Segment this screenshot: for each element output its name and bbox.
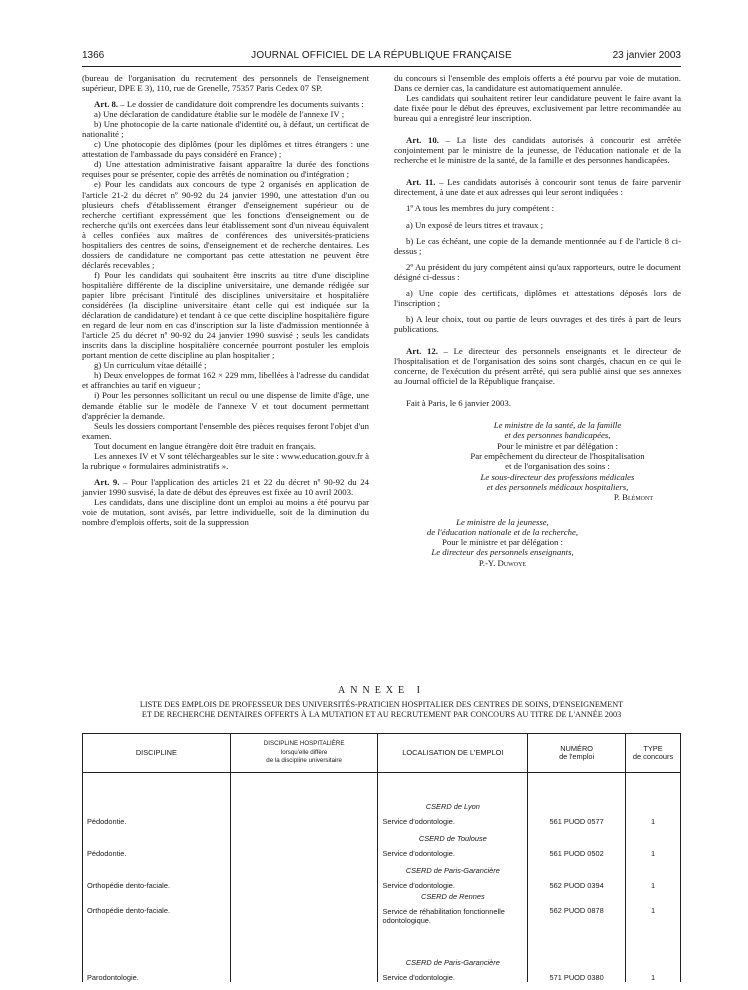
cell-type: 1 [626, 773, 681, 826]
article-label: Art. 8. [94, 99, 119, 110]
article-text: – Le dossier de candidature doit comprendre les documents suivants : [118, 99, 364, 110]
journal-title: JOURNAL OFFICIEL DE LA RÉPUBLIQUE FRANÇAISE [251, 50, 512, 61]
paragraph: a) Une déclaration de candidature établie sur le modèle de l'annexe IV ; [94, 109, 345, 120]
column-header-discipline: DISCIPLINE [83, 734, 231, 773]
cell-discipline: Orthopédie dento-faciale. [83, 890, 231, 930]
cell-hospital-discipline [230, 826, 378, 858]
cell-hospital-discipline [230, 930, 378, 982]
signatory-name: P. Blémont [613, 492, 653, 503]
signature-block-education [394, 517, 611, 568]
paragraph: Les candidats, dans une discipline dont un emploi au moins a été pourvu par voie de mutation, sont avisés, par lettre individuelle, soit de la diminution du nombre d'emplois offerts, soit de la suppression [82, 496, 369, 528]
service-name: Service d'odontologie. [382, 880, 455, 890]
page-header [82, 50, 681, 66]
paragraph: c) Une photocopie des diplômes (pour les diplômes et titres étrangers : une attestation de l'ambassade du pays considéré en France) ; [82, 139, 369, 160]
header-line: de la discipline universitaire [266, 757, 342, 765]
signature-line: Pour le ministre et par délégation : [496, 440, 618, 451]
annex-subtitle-line: LISTE DES EMPLOIS DE PROFESSEUR DES UNIVERSITÉS-PRATICIEN HOSPITALIER DES CENTRES DE SOINS, D'ENSEIGNEMENT [139, 700, 624, 709]
cell-localisation [378, 858, 528, 890]
paragraph: (bureau de l'organisation du recrutement des personnels de l'enseignement supérieur, DPE E 3), 110, rue de Grenelle, 75357 Paris Cedex 07 SP. [82, 73, 369, 94]
cell-hospital-discipline [230, 858, 378, 890]
service-name: Service d'odontologie. [382, 816, 455, 826]
paragraph: Les annexes IV et V sont téléchargeables sur le site : www.education.gouv.fr à la rubrique « formulaires administratifs ». [82, 450, 369, 471]
header-rule [82, 66, 681, 67]
service-name: Service d'odontologie. [382, 972, 455, 982]
paragraph: i) Pour les personnes sollicitant un recul ou une dispense de limite d'âge, une demande établie sur le modèle de l'annexe V et tout document permettant d'apprécier la demande. [82, 390, 369, 421]
cell-type: 1 [626, 858, 681, 890]
paragraph: h) Deux enveloppes de format 162 × 229 mm, libellées à l'adresse du candidat et affranchies au tarif en vigueur ; [82, 370, 369, 391]
annex-table [82, 733, 681, 982]
table-header-row [83, 734, 681, 773]
header-line: de concours [632, 752, 674, 761]
article-8 [82, 99, 369, 109]
cell-type: 1 [626, 890, 681, 930]
cell-numero: 561 PUOD 0577 [528, 773, 626, 826]
service-name: Service de réhabilitation fonctionnelle odontologique. [382, 906, 505, 925]
cell-hospital-discipline [230, 773, 378, 826]
column-header-numero [528, 734, 626, 773]
table-row [83, 858, 681, 890]
article-label: Art. 11. [406, 177, 436, 188]
paragraph: e) Pour les candidats aux concours de type 2 organisés en application de l'article 21-2 du décret nº 90-92 du 24 janvier 1990, une attestation d'un ou plusieurs chefs d'établissement étranger d'enseignement supérieur ou de recherche certifiant expressément que les fonctions d'enseignement ou de recherche qu'ils ont exercées dans leur établissement sont d'un niveau équivalent à celles confiées aux maîtres de conférences des universités-praticiens hospitaliers des centres de soins, d'enseignement et de recherche dentaires. Les dossiers de candidature ne comportant pas cette attestation ne peuvent être déclarés recevables ; [82, 179, 369, 270]
cell-hospital-discipline [230, 890, 378, 930]
cell-numero: 561 PUOD 0502 [528, 826, 626, 858]
paragraph: a) Un exposé de leurs titres et travaux ; [406, 219, 544, 230]
cell-numero: 562 PUOD 0394 [528, 858, 626, 890]
paragraph: Tout document en langue étrangère doit être traduit en français. [94, 440, 316, 451]
header-line: NUMÉRO [560, 743, 594, 753]
centre-name: CSERD de Rennes [420, 891, 485, 901]
paragraph: g) Un curriculum vitae détaillé ; [94, 360, 207, 371]
paragraph: du concours si l'ensemble des emplois offerts a été pourvu par voie de mutation. Dans ce dernier cas, la candidature est automatiquement annulée. [394, 73, 681, 94]
annex-subtitle-line: ET DE RECHERCHE DENTAIRES OFFERTS À LA MUTATION ET AU RECRUTEMENT PAR CONCOURS AU TITRE DE L'ANNÉE 2003 [141, 710, 622, 719]
column-header-hospital-discipline [230, 734, 378, 773]
paragraph: b) Le cas échéant, une copie de la demande mentionnée au f de l'article 8 ci-dessus ; [394, 235, 681, 256]
annex-title: ANNEXE I [338, 685, 425, 696]
article-label: Art. 9. [94, 476, 120, 487]
column-header-type [626, 734, 681, 773]
paragraph: Seuls les dossiers comportant l'ensemble des pièces requises feront l'objet d'un examen. [82, 420, 369, 441]
article-12 [394, 346, 681, 386]
paragraph: 1º A tous les membres du jury compétent : [406, 203, 555, 214]
article-label: Art. 10. [406, 135, 439, 146]
table-row [83, 826, 681, 858]
cell-discipline: Pédodontie. [83, 773, 231, 826]
paragraph: f) Pour les candidats qui souhaitent être inscrits au titre d'une discipline hospitalière différente de la discipline universitaire, une demande rédigée sur papier libre précisant l'intitulé des disciplines universitaire et hospitalière considérées (la discipline universitaire étant celle qui est indiquée sur la déclaration de candidature) et tendant à ce que cette discipline hospitalière figure en regard de leur nom en cas d'inscription sur la liste d'admission mentionnée à l'article 25 du décret nº 90-92 du 24 janvier 1990 susvisé ; seuls les candidats inscrits dans la discipline hospitalière concernée pourront postuler les emplois portant mention de cette discipline au plan hospitalier ; [82, 269, 369, 361]
cell-localisation [378, 773, 528, 826]
cell-type: 1 [626, 930, 681, 982]
cell-localisation [378, 826, 528, 858]
paragraph: a) Une copie des certificats, diplômes et attestations déposés lors de l'inscription ; [394, 287, 681, 308]
paragraph: d) Une attestation administrative faisant apparaître la durée des fonctions requises pour se présenter, copie des arrêtés de nomination ou d'intégration ; [82, 159, 369, 180]
centre-name: CSERD de Paris-Garancière [405, 865, 500, 875]
page-number: 1366 [82, 50, 105, 61]
table-row [83, 773, 681, 826]
header-line: TYPE [643, 743, 663, 753]
centre-name: CSERD de Paris-Garancière [405, 957, 500, 967]
signature-line: Pour le ministre et par délégation : [441, 537, 563, 548]
signature-line: Le ministre de la santé, de la famille [493, 420, 622, 431]
cell-discipline: Orthopédie dento-faciale. [83, 858, 231, 890]
signature-line: et des personnes handicapées, [504, 430, 611, 441]
article-10 [394, 135, 681, 165]
paragraph: b) Une photocopie de la carte nationale d'identité ou, à défaut, un certificat de nationalité ; [82, 119, 369, 140]
cell-numero: 571 PUOD 0380 [528, 930, 626, 982]
column-header-localisation: LOCALISATION DE L'EMPLOI [378, 734, 528, 773]
signature-line: Le directeur des personnels enseignants, [431, 547, 574, 558]
left-column [82, 73, 369, 527]
signature-line: et des personnels médicaux hospitaliers, [486, 481, 629, 492]
table-row [83, 890, 681, 930]
cell-discipline: Pédodontie. [83, 826, 231, 858]
done-at: Fait à Paris, le 6 janvier 2003. [406, 398, 511, 409]
annex-subtitle [95, 700, 668, 720]
centre-name: CSERD de Lyon [425, 801, 480, 811]
article-text: – La liste des candidats autorisés à concourir est arrêtée conjointement par le ministre de la jeunesse, de l'éducation nationale et de la recherche et le ministre de la santé, de la famille et des personnes handicapées. [394, 135, 681, 166]
signature-line: Le sous-directeur des professions médicales [480, 471, 635, 482]
signature-line: Le ministre de la jeunesse, [456, 516, 549, 527]
issue-date: 23 janvier 2003 [612, 50, 681, 61]
article-11 [394, 177, 681, 197]
paragraph: 2º Au président du jury compétent ainsi qu'aux rapporteurs, outre le document désigné ci-dessus : [394, 261, 681, 282]
cell-discipline: Parodontologie. [83, 930, 231, 982]
article-text: – Pour l'application des articles 21 et 22 du décret nº 90-92 du 24 janvier 1990 susvisé, la date de début des épreuves est fixée au 10 avril 2003. [82, 476, 369, 497]
table-row [83, 930, 681, 982]
header-line: lorsqu'elle diffère [280, 748, 328, 756]
cell-type: 1 [626, 826, 681, 858]
right-column [394, 73, 681, 568]
signature-line: Par empêchement du directeur de l'hospitalisation [470, 451, 645, 462]
article-text: – Les candidats autorisés à concourir sont tenus de faire parvenir directement, à une date et aux adresses qui leur seront indiquées : [394, 177, 682, 198]
signatory-name: P.-Y. Duwoye [478, 557, 527, 568]
article-text: – Le directeur des personnels enseignants et le directeur de l'hospitalisation et de l'organisation des soins sont chargés, chacun en ce qui le concerne, de l'exécution du présent arrêté, qui sera publié ainsi que ses annexes au Journal officiel de la République française. [394, 345, 681, 387]
header-line: de l'emploi [559, 752, 595, 761]
cell-localisation [378, 890, 528, 930]
signature-block-sante [434, 420, 681, 502]
signature-line: et de l'organisation des soins : [505, 461, 610, 472]
paragraph: Les candidats qui souhaitent retirer leur candidature peuvent le faire avant la date fixée pour le début des épreuves, exclusivement par lettre recommandée au bureau qui a enregistré leur inscription. [394, 93, 681, 124]
centre-name: CSERD de Toulouse [418, 833, 487, 843]
signature-line: de l'éducation nationale et de la recherche, [426, 526, 579, 537]
article-9 [82, 477, 369, 497]
service-name: Service d'odontologie. [382, 848, 455, 858]
cell-localisation [378, 930, 528, 982]
paragraph: b) A leur choix, tout ou partie de leurs ouvrages et des tirés à part de leurs publications. [394, 313, 681, 334]
article-label: Art. 12. [406, 345, 438, 356]
cell-numero: 562 PUOD 0878 [528, 890, 626, 930]
header-line: DISCIPLINE HOSPITALIÈRE [263, 740, 345, 748]
